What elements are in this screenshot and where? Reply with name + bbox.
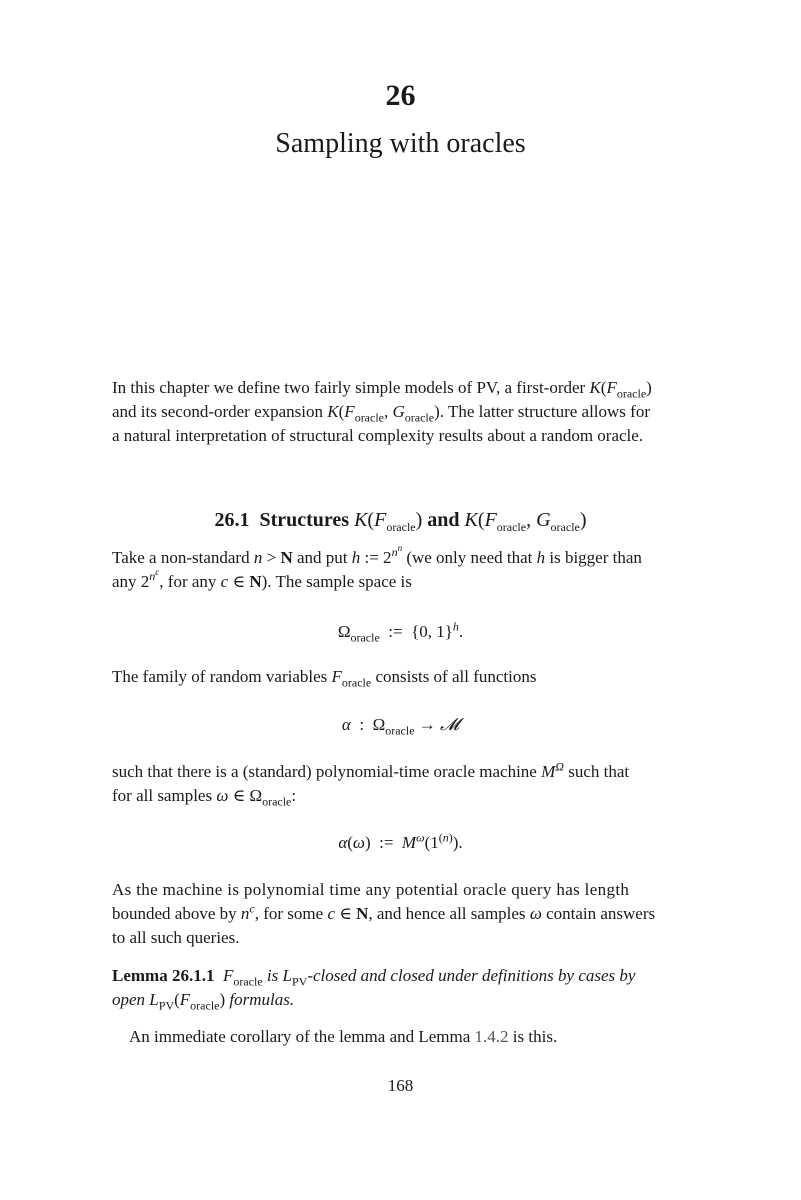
- equation-alpha: α(ω) := $M^\omega(1^{(n)})$.: [338, 830, 463, 852]
- section-number: 26.1: [214, 509, 250, 531]
- paragraph-polynomial: As the machine is polynomial time any potential oracle query has length bounded above by $n^c$, for some c ∈ N, and hence all samples ω contain answers to all such queries.: [112, 880, 656, 947]
- paragraph-sample-space: Take a non-standard n > N and put h := $2^{n^n}$ (we only need that h is bigger than any $2^{n^c}$, for any c ∈ N). The sample space is: [112, 543, 642, 591]
- paragraph-corollary: An immediate corollary of the lemma and Lemma 1.4.2 is this.: [129, 1027, 558, 1046]
- page-number: 168: [387, 1076, 414, 1095]
- chapter-title: Sampling with oracles: [275, 128, 526, 159]
- chapter-number: 26: [385, 79, 416, 112]
- equation-sample-space: $\Omega_{oracle}$ := {0, 1}$^h$.: [337, 619, 464, 645]
- paragraph-family: The family of random variables $F_{oracle}$ consists of all functions: [112, 667, 537, 690]
- paragraph-oracle-machine: such that there is a (standard) polynomial-time oracle machine $M^\Omega$ such that for all samples ω ∈ $\Omega_{oracle}$:: [112, 759, 630, 809]
- lemma-26-1-1: Lemma 26.1.1 $F_{oracle}$ is $L_{PV}$-closed and closed under definitions by cases by open $L_{PV}(F_{oracle})$ formulas.: [112, 966, 636, 1013]
- section-heading: 26.1 Structures $K(F_{oracle})$ and $K(F_{oracle}$, $G_{oracle}$): [214, 509, 587, 534]
- intro-paragraph: In this chapter we define two fairly simple models of PV, a first-order $K(F_{oracle})$ and its second-order expansion $K(F_{oracle}$, $G_{oracle}$). The latter structure allows for a natural interpretation of structural complexity results about a random oracle.: [112, 378, 652, 445]
- equation-function: α : $\Omega_{oracle}$ → 𝓜: [341, 715, 460, 738]
- lemma-reference-link[interactable]: 1.4.2: [474, 1027, 509, 1046]
- lemma-label: Lemma 26.1.1: [112, 966, 215, 985]
